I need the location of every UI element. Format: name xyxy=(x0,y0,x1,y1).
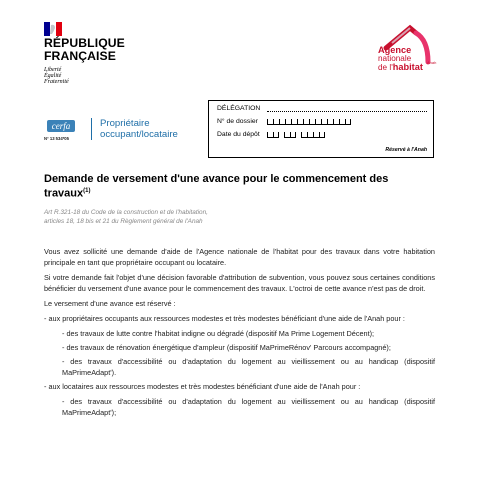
anah-small-label: Anah xyxy=(427,60,437,65)
republique-motto: Liberté Égalité Fraternité xyxy=(44,67,69,86)
cerfa-logo xyxy=(46,118,76,134)
conditions-paragraph: Si votre demande fait l'objet d'une décision favorable d'attribution de subvention, vous pouvez sous certaines conditions bénéficier du versement d'une avance pour le commencement des travaux. L'octroi de cette avance n'est pas de droit. xyxy=(44,273,435,293)
marianne-flag-logo xyxy=(44,22,62,36)
cerfa-separator xyxy=(91,118,92,140)
list-item: - des travaux d'accessibilité ou d'adaptation du logement au vieillissement ou au handicap (dispositif MaPrimeAdapt'). xyxy=(62,357,435,377)
date-depot-day-field[interactable] xyxy=(267,132,279,138)
dossier-number-field[interactable] xyxy=(267,119,351,125)
republique-francaise-name: RÉPUBLIQUE FRANÇAISE xyxy=(44,36,125,63)
reserved-paragraph: Le versement d'une avance est réservé : xyxy=(44,299,176,308)
date-depot-label: Date du dépôt xyxy=(217,131,260,138)
legal-reference: Art R.321-18 du Code de la construction et de l'habitation, articles 18, 18 bis et 21 du Règlement général de l'Anah xyxy=(44,209,208,225)
tenants-paragraph: - aux locataires aux ressources modestes et très modestes bénéficiant d'une aide de l'Anah pour : xyxy=(44,382,361,391)
anah-logo-text: Agence nationale de l'habitat xyxy=(378,45,423,72)
delegation-label: DÉLÉGATION xyxy=(217,105,261,112)
cerfa-number: N° 13 534*05 xyxy=(44,136,69,141)
reserved-anah-note: Réservé à l'Anah xyxy=(385,147,427,153)
list-item: - des travaux de lutte contre l'habitat indigne ou dégradé (dispositif Ma Prime Logement Décent); xyxy=(62,329,375,338)
date-depot-month-field[interactable] xyxy=(284,132,296,138)
form-body xyxy=(44,246,435,421)
list-item: - des travaux de rénovation énergétique d'ampleur (dispositif MaPrimeRénov' Parcours accompagné); xyxy=(62,343,391,352)
date-depot-year-field[interactable] xyxy=(301,132,325,138)
dossier-label: N° de dossier xyxy=(217,118,258,125)
list-item: - des travaux d'accessibilité ou d'adaptation du logement au vieillissement ou au handicap (dispositif MaPrimeAdapt'); xyxy=(62,397,435,417)
applicant-profile: Propriétaire occupant/locataire xyxy=(100,118,178,140)
delegation-field[interactable] xyxy=(267,111,427,112)
svg-text:cerfa: cerfa xyxy=(51,121,71,131)
intro-paragraph: Vous avez sollicité une demande d'aide de l'Agence nationale de l'habitat pour des travaux dans votre habitation principale en tant que propriétaire occupant ou locataire. xyxy=(44,247,435,267)
form-title: Demande de versement d'une avance pour le commencement des travaux$^{(1)}$ xyxy=(44,173,389,201)
delegation-box xyxy=(208,100,434,158)
owners-paragraph: - aux propriétaires occupants aux ressources modestes et très modestes bénéficiant d'une aide de l'Anah pour : xyxy=(44,314,405,323)
